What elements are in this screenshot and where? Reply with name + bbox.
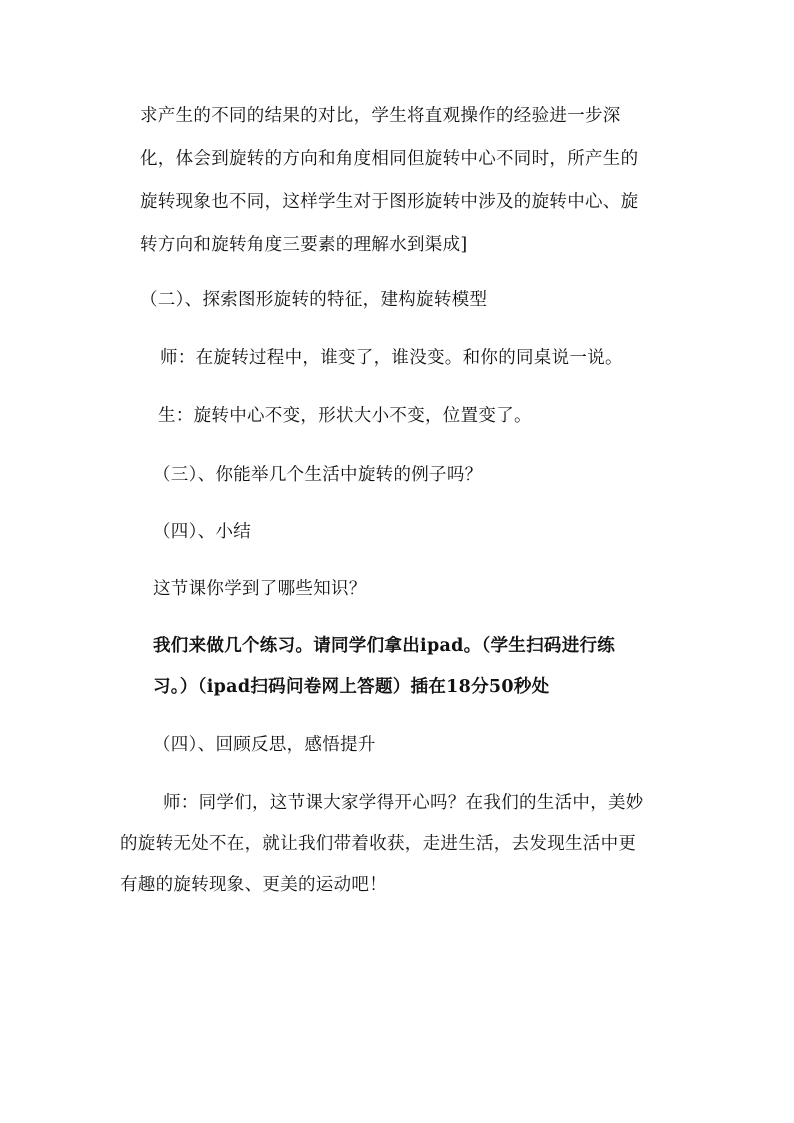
closing-line: 师：同学们，这节课大家学得开心吗？在我们的生活中，美妙 [163, 793, 644, 813]
closing-line: 的旋转无处不在，就让我们带着收获，走进生活，去发现生活中更 [120, 834, 637, 854]
summary-question: 这节课你学到了哪些知识？ [153, 579, 367, 599]
paragraph-line: 求产生的不同的结果的对比，学生将直观操作的经验进一步深 [140, 106, 621, 126]
practice-line: 习。）（ipad扫码问卷网上答题）插在18分50秒处 [153, 677, 550, 697]
practice-line: 我们来做几个练习。请同学们拿出ipad。（学生扫码进行练 [153, 636, 616, 656]
paragraph-line: 旋转现象也不同，这样学生对于图形旋转中涉及的旋转中心、旋 [140, 192, 639, 212]
section-heading: （二）、探索图形旋转的特征，建构旋转模型 [140, 290, 488, 310]
closing-line: 有趣的旋转现象、更美的运动吧！ [120, 875, 387, 895]
teacher-question: 师：在旋转过程中，谁变了，谁没变。和你的同桌说一说。 [160, 348, 623, 368]
paragraph-line: 化，体会到旋转的方向和角度相同但旋转中心不同时，所产生的 [140, 149, 639, 169]
section-heading: （四）、回顾反思，感悟提升 [153, 735, 376, 755]
paragraph-line: 转方向和旋转角度三要素的理解水到渠成] [140, 235, 468, 255]
student-answer: 生：旋转中心不变，形状大小不变，位置变了。 [158, 406, 532, 426]
section-heading: （四）、小结 [153, 522, 252, 542]
section-heading: （三）、你能举几个生活中旋转的例子吗？ [153, 465, 483, 485]
